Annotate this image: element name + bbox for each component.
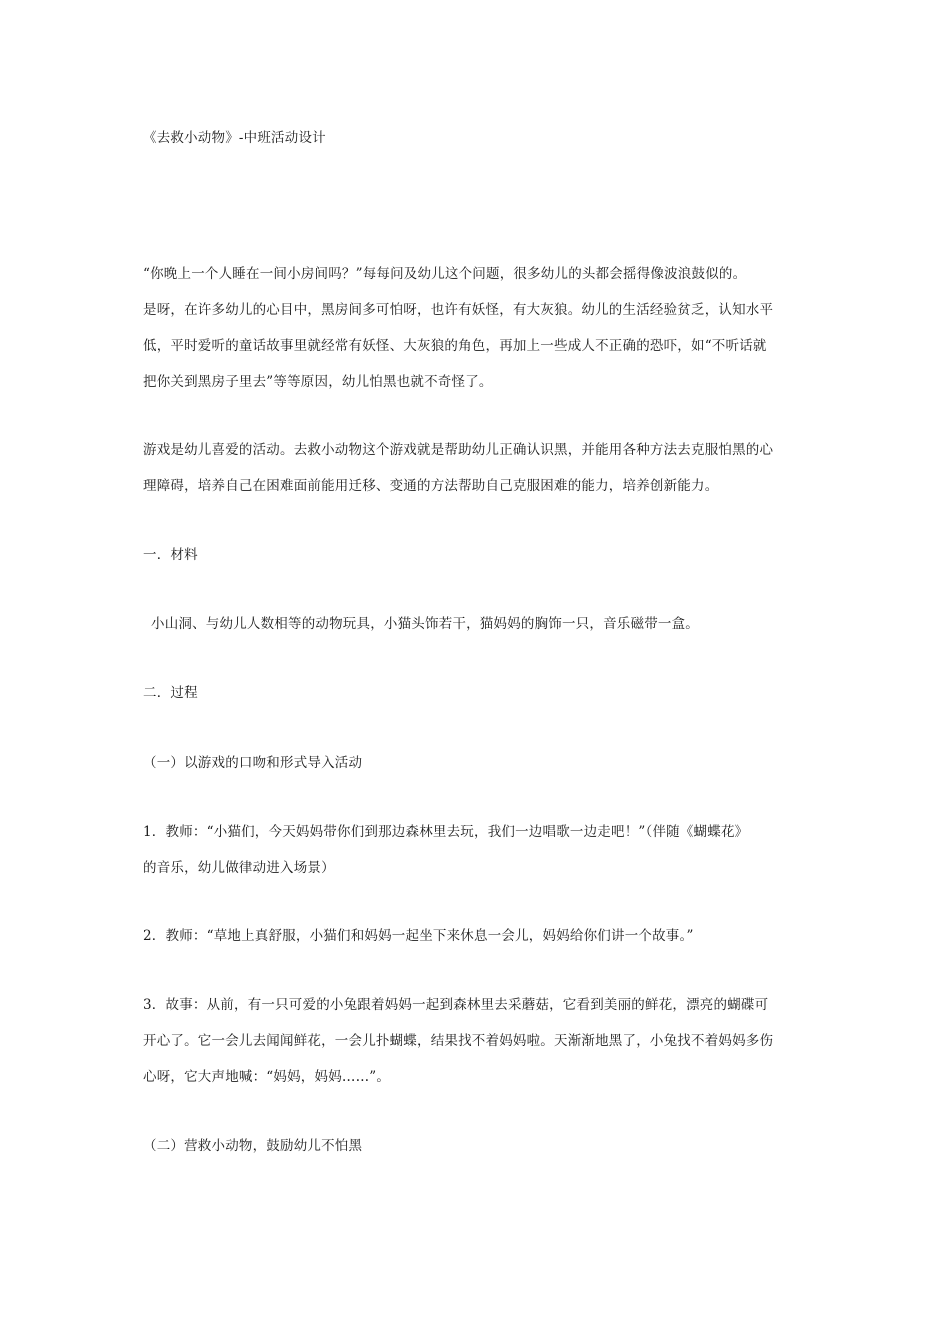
step-3-line-2: 开心了。它一会儿去闻闻鲜花，一会儿扑蝴蝶，结果找不着妈妈啦。天渐渐地黑了，小兔找不着妈妈多伤: [143, 1033, 774, 1049]
intro-paragraph-1-line-4: 把你关到黑房子里去”等等原因，幼儿怕黑也就不奇怪了。: [143, 374, 493, 390]
step-1-line-2: 的音乐，幼儿做律动进入场景）: [143, 860, 335, 876]
step-2: 2．教师：“草地上真舒服，小猫们和妈妈一起坐下来休息一会儿，妈妈给你们讲一个故事。”: [143, 928, 694, 944]
section-2-heading: 二．过程: [143, 685, 198, 701]
intro-paragraph-2-line-2: 理障碍，培养自己在困难面前能用迁移、变通的方法帮助自己克服困难的能力，培养创新能力。: [143, 478, 719, 494]
intro-paragraph-1-line-3: 低，平时爱听的童话故事里就经常有妖怪、大灰狼的角色，再加上一些成人不正确的恐吓，如“不听话就: [143, 338, 767, 354]
section-1-heading: 一．材料: [143, 547, 198, 563]
step-1-line-1: 1．教师：“小猫们，今天妈妈带你们到那边森林里去玩，我们一边唱歌一边走吧！”（伴随《蝴蝶花》: [143, 824, 749, 840]
subsection-1-heading: （一）以游戏的口吻和形式导入活动: [143, 755, 363, 771]
intro-paragraph-2-line-1: 游戏是幼儿喜爱的活动。去救小动物这个游戏就是帮助幼儿正确认识黑，并能用各种方法去克服怕黑的心: [143, 442, 774, 458]
step-3-line-1: 3．故事：从前，有一只可爱的小兔跟着妈妈一起到森林里去采蘑菇，它看到美丽的鲜花，漂亮的蝴碟可: [143, 997, 769, 1013]
step-3-line-3: 心呀，它大声地喊：“妈妈，妈妈……”。: [143, 1069, 391, 1085]
subsection-2-heading: （二）营救小动物，鼓励幼儿不怕黑: [143, 1138, 363, 1154]
intro-paragraph-1-line-1: “你晚上一个人睡在一间小房间吗？”每每问及幼儿这个问题，很多幼儿的头都会摇得像波浪鼓似的。: [143, 266, 747, 282]
document-title: 《去救小动物》-中班活动设计: [143, 130, 326, 146]
section-1-body: 小山洞、与幼儿人数相等的动物玩具，小猫头饰若干，猫妈妈的胸饰一只，音乐磁带一盒。: [151, 616, 699, 632]
intro-paragraph-1-line-2: 是呀，在许多幼儿的心目中，黑房间多可怕呀，也许有妖怪，有大灰狼。幼儿的生活经验贫乏，认知水平: [143, 302, 774, 318]
